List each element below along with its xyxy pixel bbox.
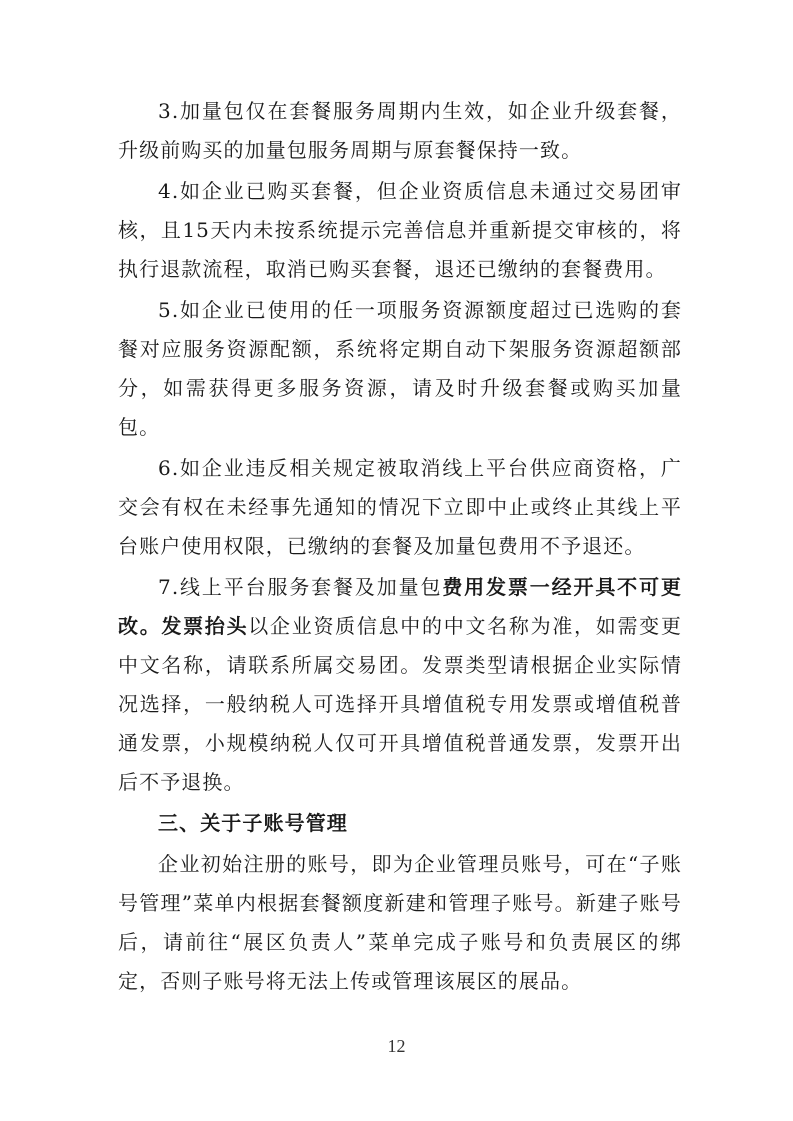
paragraph-item-6: 6.如企业违反相关规定被取消线上平台供应商资格，广交会有权在未经事先通知的情况下立即中止或终止其线上平台账户使用权限，已缴纳的套餐及加量包费用不予退还。	[118, 456, 682, 558]
document-body	[118, 92, 682, 1003]
section-heading: 三、关于子账号管理	[158, 811, 348, 835]
paragraph-item-7-rest: 以企业资质信息中的中文名称为准，如需变更中文名称，请联系所属交易团。发票类型请根据企业实际情况选择，一般纳税人可选择开具增值税专用发票或增值税普通发票，小规模纳税人仅可开具增值税普通发票，发票开出后不予退换。	[118, 614, 682, 794]
paragraph-item-7-lead: 7.线上平台服务套餐及加量包	[158, 575, 443, 599]
page-number: 12	[387, 1036, 406, 1056]
paragraph-item-3: 3.加量包仅在套餐服务周期内生效，如企业升级套餐，升级前购买的加量包服务周期与原套餐保持一致。	[118, 99, 682, 162]
paragraph-item-7	[118, 568, 682, 802]
paragraph-item-5: 5.如企业已使用的任一项服务资源额度超过已选购的套餐对应服务资源配额，系统将定期自动下架服务资源超额部分，如需获得更多服务资源，请及时升级套餐或购买加量包。	[118, 298, 682, 439]
invoice-bold-note: 费用发票一经开具不可更改。发票抬头	[118, 575, 682, 638]
section-paragraph: 企业初始注册的账号，即为企业管理员账号，可在“子账号管理”菜单内根据套餐额度新建和管理子账号。新建子账号后，请前往“展区负责人”菜单完成子账号和负责展区的绑定，否则子账号将无法上传或管理该展区的展品。	[118, 852, 682, 993]
paragraph-item-4: 4.如企业已购买套餐，但企业资质信息未通过交易团审核，且15天内未按系统提示完善信息并重新提交审核的，将执行退款流程，取消已购买套餐，退还已缴纳的套餐费用。	[118, 179, 682, 281]
